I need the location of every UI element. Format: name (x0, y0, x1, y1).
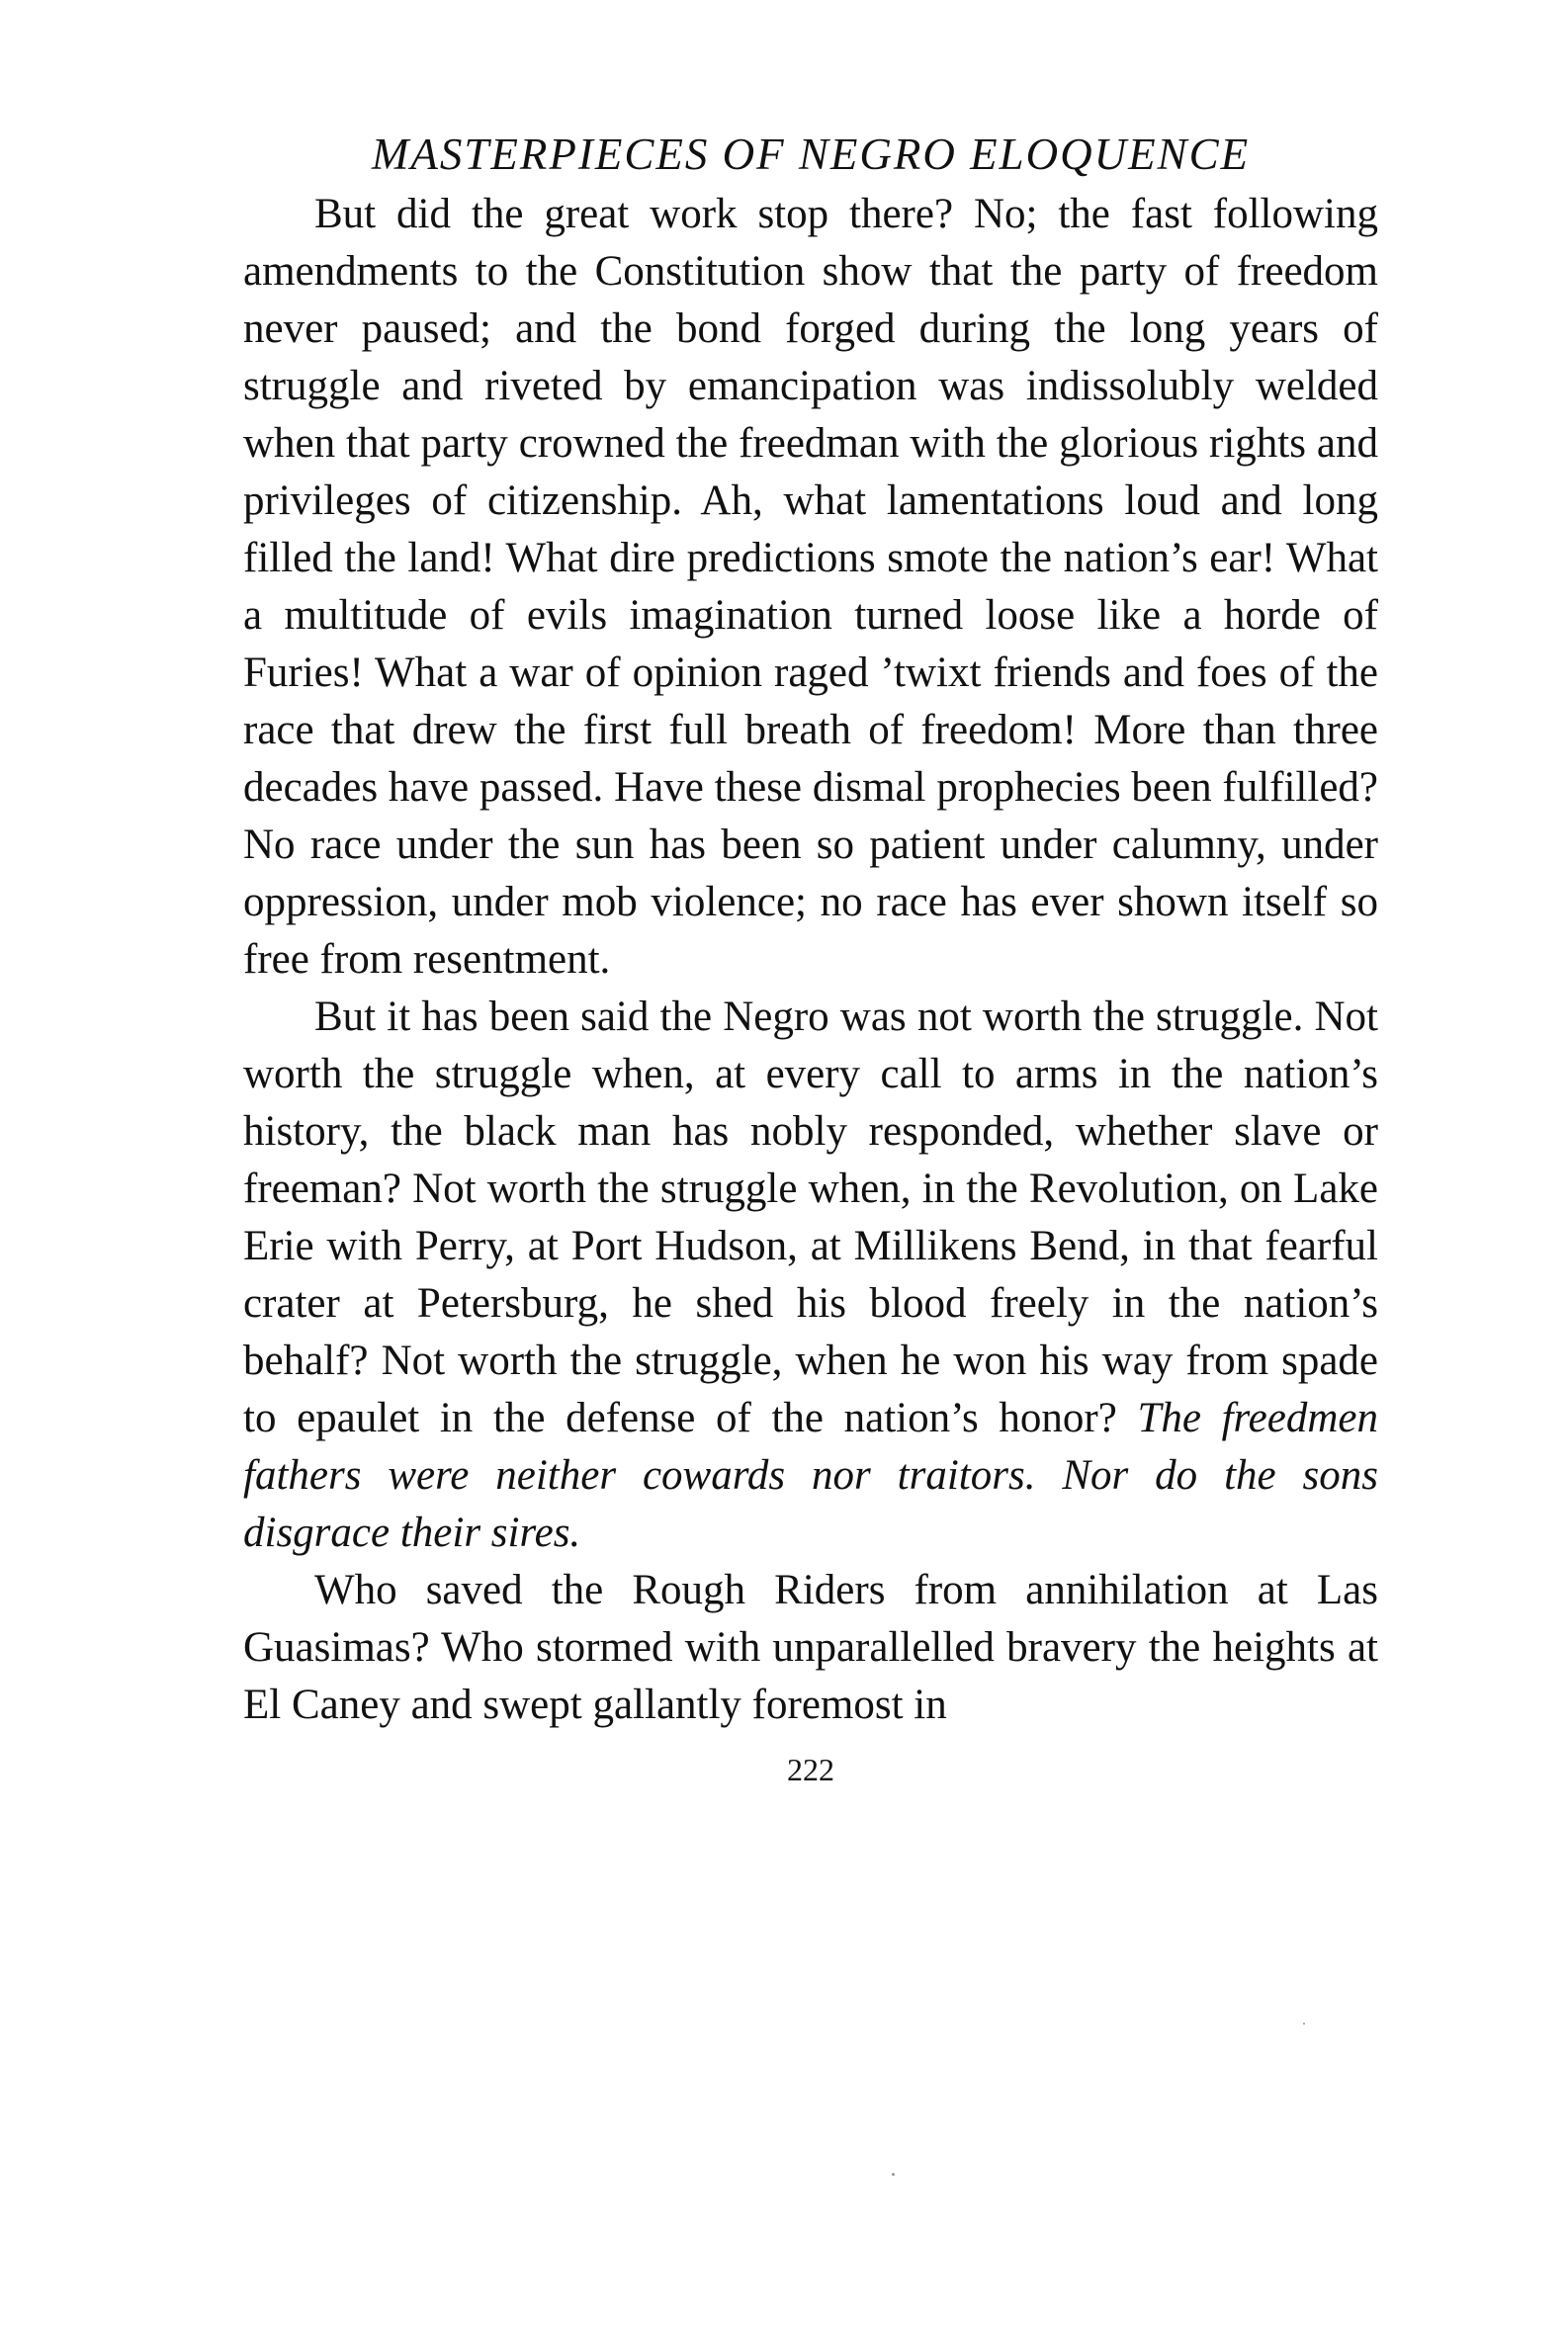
paragraph-2 (243, 989, 1378, 1562)
book-page (243, 127, 1378, 1789)
running-head: MASTERPIECES OF NEGRO ELOQUENCE (371, 130, 1251, 179)
page-number: 222 (787, 1752, 834, 1787)
paragraph-3: Who saved the Rough Riders from annihilation at Las Guasimas? Who stormed with unparallelled bravery the heights at El Caney and swept gallantly foremost in (243, 1567, 1378, 1728)
paragraph-2-text: But it has been said the Negro was not worth the struggle. Not worth the struggle when, at every call to arms in the nation’s history, the black man has nobly responded, whether slave or freeman? Not worth the struggle when, in the Revolution, on Lake Erie with Perry, at Port Hudson, at Millikens Bend, in that fearful crater at Petersburg, he shed his blood freely in the nation’s behalf? Not worth the struggle, when he won his way from spade to epaulet in the defense of the nation’s honor? (243, 994, 1378, 1441)
paragraph-2-italic: The freedmen fathers were neither cowards nor traitors. Nor do the sons disgrace their sires. (243, 1395, 1378, 1556)
paragraph-1: But did the great work stop there? No; the fast following amendments to the Constitution show that the party of freedom never paused; and the bond forged during the long years of struggle and riveted by emancipation was indissolubly welded when that party crowned the freedman with the glorious rights and privileges of citizenship. Ah, what lamentations loud and long filled the land! What dire predictions smote the nation’s ear! What a multitude of evils imagination turned loose like a horde of Furies! What a war of opinion raged ’twixt friends and foes of the race that drew the first full breath of freedom! More than three decades have passed. Have these dismal prophecies been fulfilled? No race under the sun has been so patient under calumny, under oppression, under mob violence; no race has ever shown itself so free from resentment. (243, 191, 1378, 983)
scan-speck (892, 2173, 895, 2176)
scan-speck (1303, 2023, 1305, 2025)
